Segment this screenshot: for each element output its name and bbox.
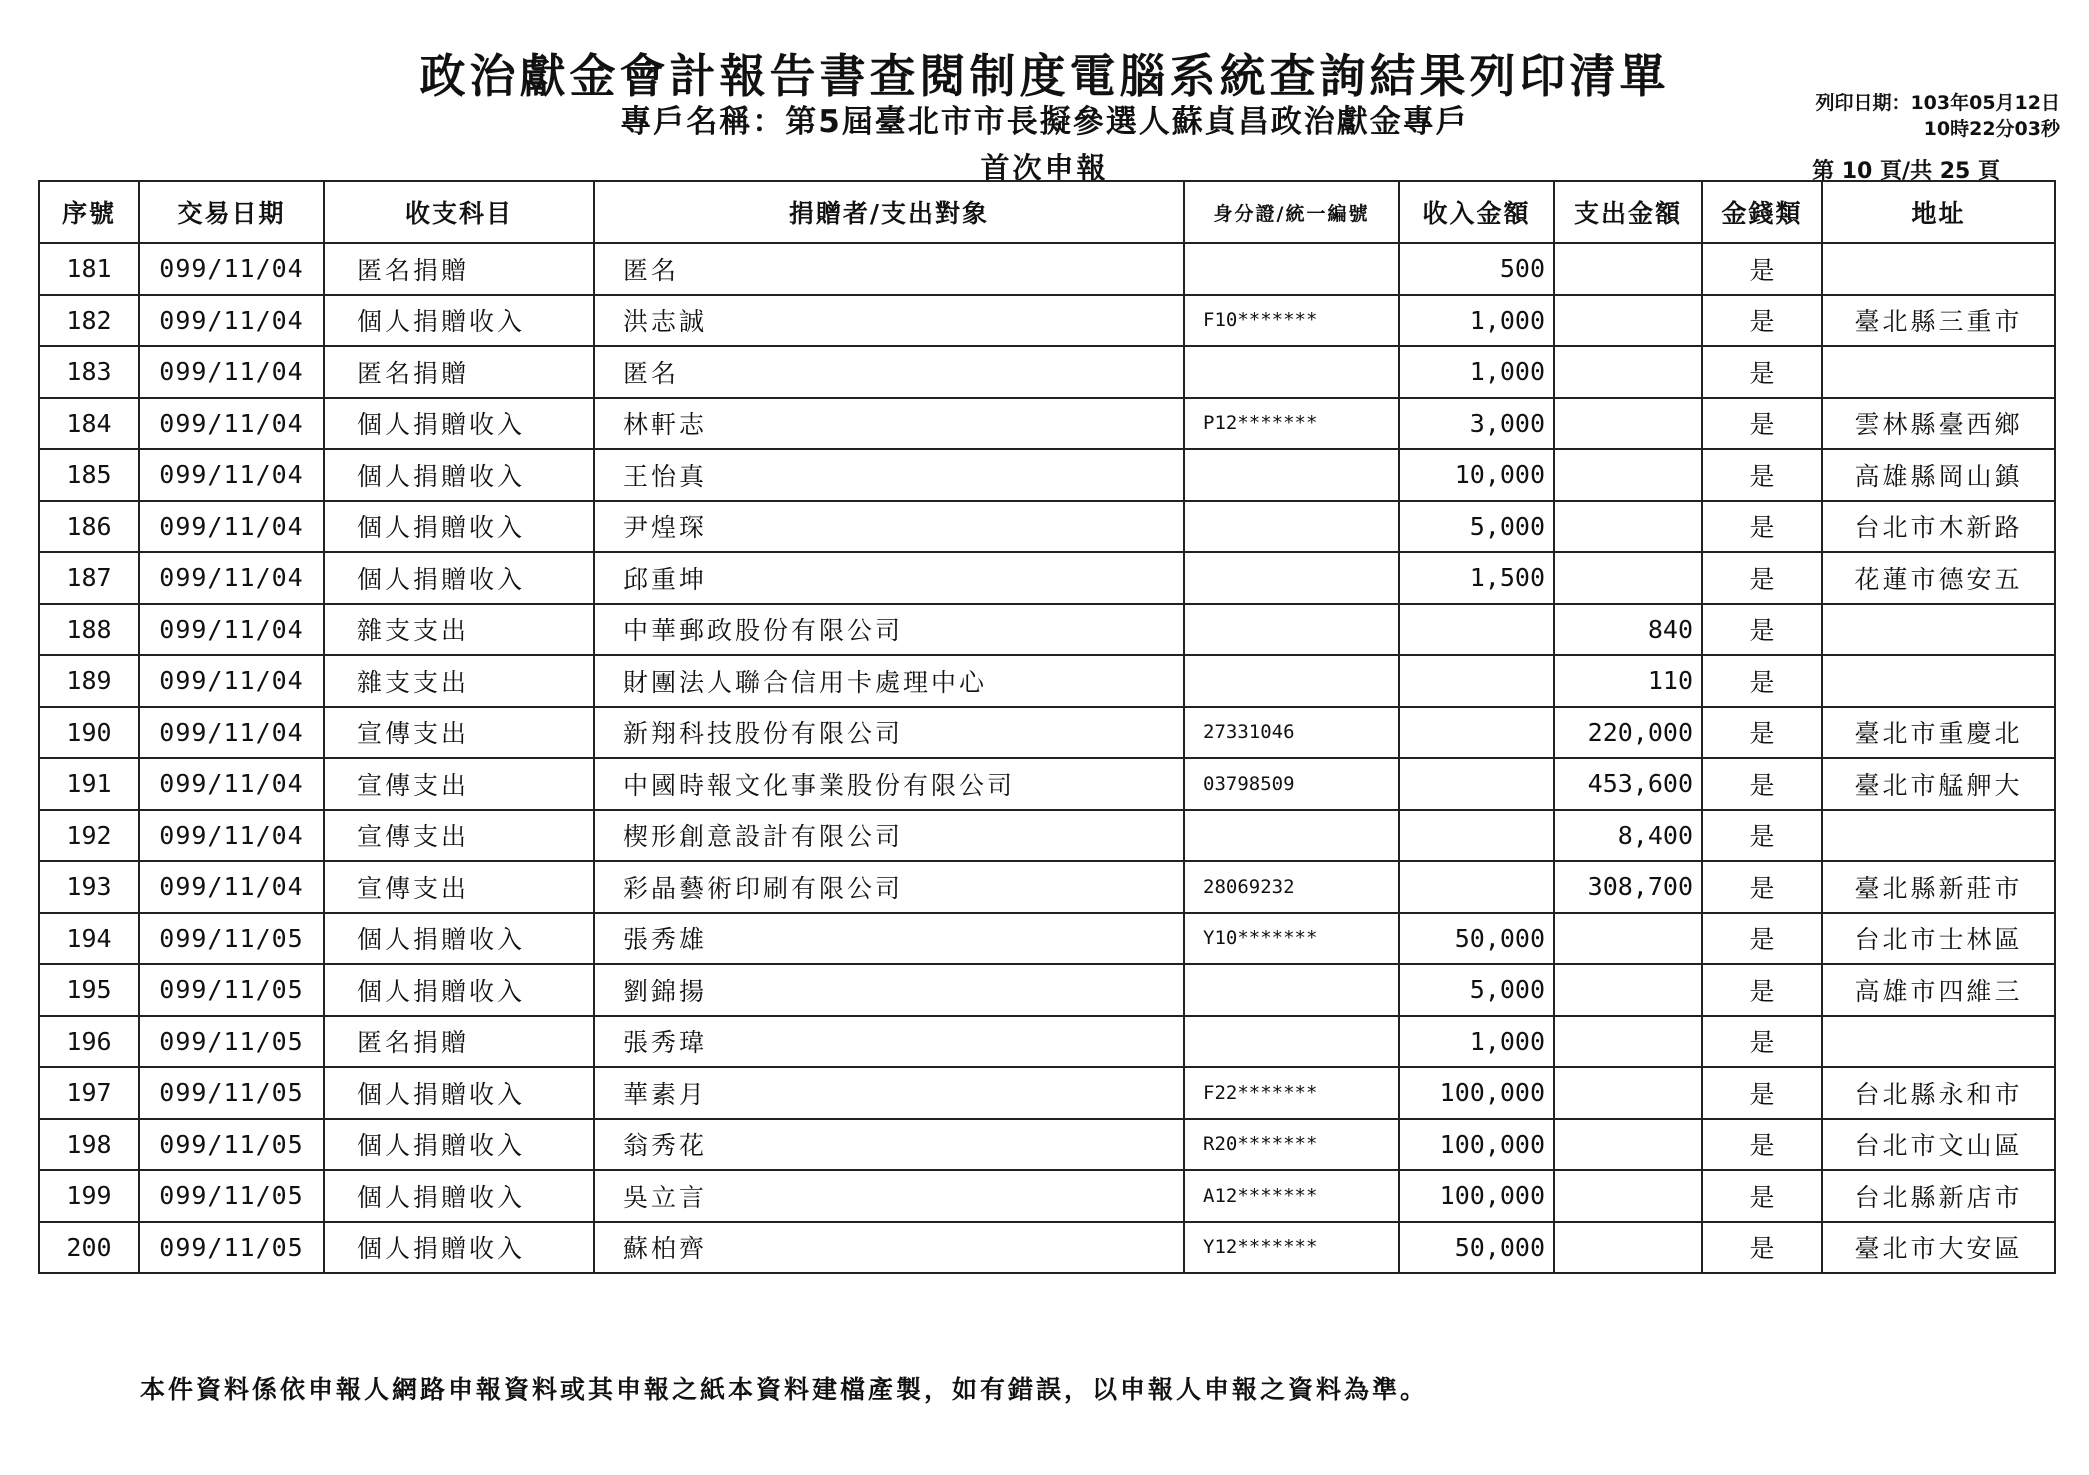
cash-flag: 是 [1702, 1067, 1822, 1119]
id-number-cell: 03798509 [1184, 758, 1399, 810]
counterparty-cell: 楔形創意設計有限公司 [594, 810, 1184, 862]
category-cell: 個人捐贈收入 [324, 1067, 594, 1119]
cash-flag: 是 [1702, 243, 1822, 295]
expense-amount [1554, 552, 1702, 604]
row-number: 186 [39, 501, 139, 553]
income-amount: 1,000 [1399, 346, 1554, 398]
cash-flag: 是 [1702, 398, 1822, 450]
address-cell [1822, 346, 2055, 398]
cash-flag: 是 [1702, 861, 1822, 913]
id-number-cell [1184, 1016, 1399, 1068]
address-cell: 臺北縣新莊市 [1822, 861, 2055, 913]
cash-flag: 是 [1702, 346, 1822, 398]
column-header: 金錢類 [1702, 181, 1822, 243]
row-number: 194 [39, 913, 139, 965]
counterparty-cell: 劉錦揚 [594, 964, 1184, 1016]
transaction-date: 099/11/05 [139, 964, 324, 1016]
expense-amount [1554, 501, 1702, 553]
income-amount: 1,500 [1399, 552, 1554, 604]
income-amount [1399, 655, 1554, 707]
counterparty-cell: 中華郵政股份有限公司 [594, 604, 1184, 656]
report-type: 首次申報 [980, 151, 1109, 185]
income-amount: 10,000 [1399, 449, 1554, 501]
id-number-cell [1184, 243, 1399, 295]
transaction-date: 099/11/04 [139, 861, 324, 913]
income-amount [1399, 810, 1554, 862]
income-amount [1399, 604, 1554, 656]
address-cell: 臺北市大安區 [1822, 1222, 2055, 1274]
table-row [39, 501, 2055, 553]
transaction-date: 099/11/04 [139, 295, 324, 347]
id-number-cell: P12******* [1184, 398, 1399, 450]
income-amount: 500 [1399, 243, 1554, 295]
row-number: 197 [39, 1067, 139, 1119]
expense-amount [1554, 1119, 1702, 1171]
category-cell: 匿名捐贈 [324, 346, 594, 398]
counterparty-cell: 吳立言 [594, 1170, 1184, 1222]
expense-amount: 220,000 [1554, 707, 1702, 759]
table-row [39, 604, 2055, 656]
category-cell: 雜支支出 [324, 604, 594, 656]
address-cell [1822, 604, 2055, 656]
table-row [39, 707, 2055, 759]
row-number: 189 [39, 655, 139, 707]
table-row [39, 1222, 2055, 1274]
expense-amount [1554, 1170, 1702, 1222]
category-cell: 雜支支出 [324, 655, 594, 707]
counterparty-cell: 新翔科技股份有限公司 [594, 707, 1184, 759]
table-row [39, 346, 2055, 398]
category-cell: 匿名捐贈 [324, 1016, 594, 1068]
expense-amount: 840 [1554, 604, 1702, 656]
id-number-cell: R20******* [1184, 1119, 1399, 1171]
counterparty-cell: 張秀瑋 [594, 1016, 1184, 1068]
address-cell: 台北縣永和市 [1822, 1067, 2055, 1119]
row-number: 183 [39, 346, 139, 398]
expense-amount: 453,600 [1554, 758, 1702, 810]
counterparty-cell: 翁秀花 [594, 1119, 1184, 1171]
column-header: 收支科目 [324, 181, 594, 243]
row-number: 184 [39, 398, 139, 450]
income-amount: 1,000 [1399, 1016, 1554, 1068]
records-table [38, 180, 2056, 1274]
counterparty-cell: 洪志誠 [594, 295, 1184, 347]
income-amount [1399, 758, 1554, 810]
counterparty-cell: 匿名 [594, 243, 1184, 295]
page-title: 政治獻金會計報告書查閱制度電腦系統查詢結果列印清單 [419, 49, 1670, 103]
cash-flag: 是 [1702, 295, 1822, 347]
income-amount: 100,000 [1399, 1170, 1554, 1222]
id-number-cell: Y12******* [1184, 1222, 1399, 1274]
table-row [39, 552, 2055, 604]
address-cell: 花蓮市德安五 [1822, 552, 2055, 604]
address-cell [1822, 655, 2055, 707]
table-row [39, 449, 2055, 501]
expense-amount [1554, 295, 1702, 347]
address-cell: 台北縣新店市 [1822, 1170, 2055, 1222]
address-cell: 高雄縣岡山鎮 [1822, 449, 2055, 501]
id-number-cell [1184, 501, 1399, 553]
transaction-date: 099/11/04 [139, 398, 324, 450]
income-amount: 50,000 [1399, 1222, 1554, 1274]
id-number-cell: 28069232 [1184, 861, 1399, 913]
row-number: 182 [39, 295, 139, 347]
transaction-date: 099/11/05 [139, 1170, 324, 1222]
table-row [39, 243, 2055, 295]
cash-flag: 是 [1702, 604, 1822, 656]
cash-flag: 是 [1702, 964, 1822, 1016]
row-number: 192 [39, 810, 139, 862]
income-amount: 5,000 [1399, 964, 1554, 1016]
address-cell [1822, 243, 2055, 295]
table-row [39, 913, 2055, 965]
transaction-date: 099/11/05 [139, 1067, 324, 1119]
id-number-cell: F22******* [1184, 1067, 1399, 1119]
category-cell: 宣傳支出 [324, 861, 594, 913]
income-amount: 50,000 [1399, 913, 1554, 965]
column-header: 身分證/統一編號 [1184, 181, 1399, 243]
category-cell: 個人捐贈收入 [324, 1170, 594, 1222]
address-cell: 臺北縣三重市 [1822, 295, 2055, 347]
category-cell: 個人捐贈收入 [324, 449, 594, 501]
transaction-date: 099/11/04 [139, 552, 324, 604]
income-amount: 100,000 [1399, 1067, 1554, 1119]
category-cell: 匿名捐贈 [324, 243, 594, 295]
counterparty-cell: 張秀雄 [594, 913, 1184, 965]
print-date-line1: 列印日期：103年05月12日 [1815, 92, 2060, 114]
address-cell: 雲林縣臺西鄉 [1822, 398, 2055, 450]
table-row [39, 295, 2055, 347]
id-number-cell: F10******* [1184, 295, 1399, 347]
expense-amount: 308,700 [1554, 861, 1702, 913]
counterparty-cell: 中國時報文化事業股份有限公司 [594, 758, 1184, 810]
transaction-date: 099/11/04 [139, 604, 324, 656]
row-number: 200 [39, 1222, 139, 1274]
row-number: 195 [39, 964, 139, 1016]
id-number-cell [1184, 810, 1399, 862]
row-number: 188 [39, 604, 139, 656]
footnote: 本件資料係依申報人網路申報資料或其申報之紙本資料建檔產製，如有錯誤，以申報人申報之資料為準。 [140, 1375, 1429, 1404]
expense-amount [1554, 398, 1702, 450]
category-cell: 個人捐贈收入 [324, 295, 594, 347]
id-number-cell: 27331046 [1184, 707, 1399, 759]
page-info: 第 10 頁/共 25 頁 [1812, 159, 2000, 184]
id-number-cell [1184, 964, 1399, 1016]
row-number: 191 [39, 758, 139, 810]
column-header: 支出金額 [1554, 181, 1702, 243]
category-cell: 個人捐贈收入 [324, 501, 594, 553]
print-date [1760, 90, 2060, 142]
table-row [39, 1119, 2055, 1171]
counterparty-cell: 華素月 [594, 1067, 1184, 1119]
table-row [39, 655, 2055, 707]
cash-flag: 是 [1702, 810, 1822, 862]
transaction-date: 099/11/04 [139, 655, 324, 707]
expense-amount: 110 [1554, 655, 1702, 707]
expense-amount [1554, 449, 1702, 501]
address-cell: 高雄市四維三 [1822, 964, 2055, 1016]
column-header: 收入金額 [1399, 181, 1554, 243]
expense-amount [1554, 964, 1702, 1016]
expense-amount [1554, 1016, 1702, 1068]
column-header: 交易日期 [139, 181, 324, 243]
expense-amount [1554, 913, 1702, 965]
expense-amount [1554, 1067, 1702, 1119]
counterparty-cell: 財團法人聯合信用卡處理中心 [594, 655, 1184, 707]
table-row [39, 398, 2055, 450]
row-number: 196 [39, 1016, 139, 1068]
table-row [39, 1016, 2055, 1068]
cash-flag: 是 [1702, 501, 1822, 553]
counterparty-cell: 王怡真 [594, 449, 1184, 501]
row-number: 190 [39, 707, 139, 759]
id-number-cell: Y10******* [1184, 913, 1399, 965]
income-amount: 5,000 [1399, 501, 1554, 553]
id-number-cell: A12******* [1184, 1170, 1399, 1222]
category-cell: 個人捐贈收入 [324, 552, 594, 604]
address-cell: 台北市木新路 [1822, 501, 2055, 553]
counterparty-cell: 匿名 [594, 346, 1184, 398]
id-number-cell [1184, 346, 1399, 398]
row-number: 185 [39, 449, 139, 501]
counterparty-cell: 蘇柏齊 [594, 1222, 1184, 1274]
transaction-date: 099/11/04 [139, 346, 324, 398]
address-cell: 臺北市艋舺大 [1822, 758, 2055, 810]
cash-flag: 是 [1702, 552, 1822, 604]
row-number: 193 [39, 861, 139, 913]
income-amount [1399, 707, 1554, 759]
expense-amount: 8,400 [1554, 810, 1702, 862]
row-number: 187 [39, 552, 139, 604]
table-row [39, 1170, 2055, 1222]
id-number-cell [1184, 655, 1399, 707]
transaction-date: 099/11/04 [139, 707, 324, 759]
transaction-date: 099/11/05 [139, 1119, 324, 1171]
cash-flag: 是 [1702, 1170, 1822, 1222]
category-cell: 個人捐贈收入 [324, 1222, 594, 1274]
counterparty-cell: 邱重坤 [594, 552, 1184, 604]
transaction-date: 099/11/05 [139, 913, 324, 965]
cash-flag: 是 [1702, 449, 1822, 501]
row-number: 199 [39, 1170, 139, 1222]
cash-flag: 是 [1702, 655, 1822, 707]
print-date-line2: 10時22分03秒 [1923, 118, 2060, 140]
id-number-cell [1184, 449, 1399, 501]
category-cell: 個人捐贈收入 [324, 1119, 594, 1171]
column-header: 序號 [39, 181, 139, 243]
table-row [39, 1067, 2055, 1119]
income-amount: 100,000 [1399, 1119, 1554, 1171]
table-row [39, 964, 2055, 1016]
expense-amount [1554, 1222, 1702, 1274]
transaction-date: 099/11/04 [139, 243, 324, 295]
cash-flag: 是 [1702, 1119, 1822, 1171]
address-cell: 臺北市重慶北 [1822, 707, 2055, 759]
category-cell: 宣傳支出 [324, 758, 594, 810]
column-header: 地址 [1822, 181, 2055, 243]
income-amount [1399, 861, 1554, 913]
transaction-date: 099/11/04 [139, 449, 324, 501]
table-row [39, 810, 2055, 862]
table-row [39, 861, 2055, 913]
address-cell: 台北市文山區 [1822, 1119, 2055, 1171]
cash-flag: 是 [1702, 913, 1822, 965]
category-cell: 宣傳支出 [324, 810, 594, 862]
column-header: 捐贈者/支出對象 [594, 181, 1184, 243]
address-cell [1822, 1016, 2055, 1068]
row-number: 198 [39, 1119, 139, 1171]
cash-flag: 是 [1702, 707, 1822, 759]
table-header-row [39, 181, 2055, 243]
income-amount: 1,000 [1399, 295, 1554, 347]
row-number: 181 [39, 243, 139, 295]
income-amount: 3,000 [1399, 398, 1554, 450]
category-cell: 個人捐贈收入 [324, 964, 594, 1016]
counterparty-cell: 林軒志 [594, 398, 1184, 450]
id-number-cell [1184, 604, 1399, 656]
cash-flag: 是 [1702, 758, 1822, 810]
transaction-date: 099/11/04 [139, 810, 324, 862]
category-cell: 個人捐贈收入 [324, 398, 594, 450]
cash-flag: 是 [1702, 1222, 1822, 1274]
category-cell: 宣傳支出 [324, 707, 594, 759]
table-row [39, 758, 2055, 810]
transaction-date: 099/11/04 [139, 501, 324, 553]
transaction-date: 099/11/05 [139, 1222, 324, 1274]
transaction-date: 099/11/05 [139, 1016, 324, 1068]
transaction-date: 099/11/04 [139, 758, 324, 810]
expense-amount [1554, 346, 1702, 398]
category-cell: 個人捐贈收入 [324, 913, 594, 965]
counterparty-cell: 彩晶藝術印刷有限公司 [594, 861, 1184, 913]
id-number-cell [1184, 552, 1399, 604]
expense-amount [1554, 243, 1702, 295]
counterparty-cell: 尹煌琛 [594, 501, 1184, 553]
table-body [39, 243, 2055, 1273]
address-cell [1822, 810, 2055, 862]
account-name: 專戶名稱：第5屆臺北市市長擬參選人蘇貞昌政治獻金專戶 [620, 104, 1469, 140]
address-cell: 台北市士林區 [1822, 913, 2055, 965]
cash-flag: 是 [1702, 1016, 1822, 1068]
